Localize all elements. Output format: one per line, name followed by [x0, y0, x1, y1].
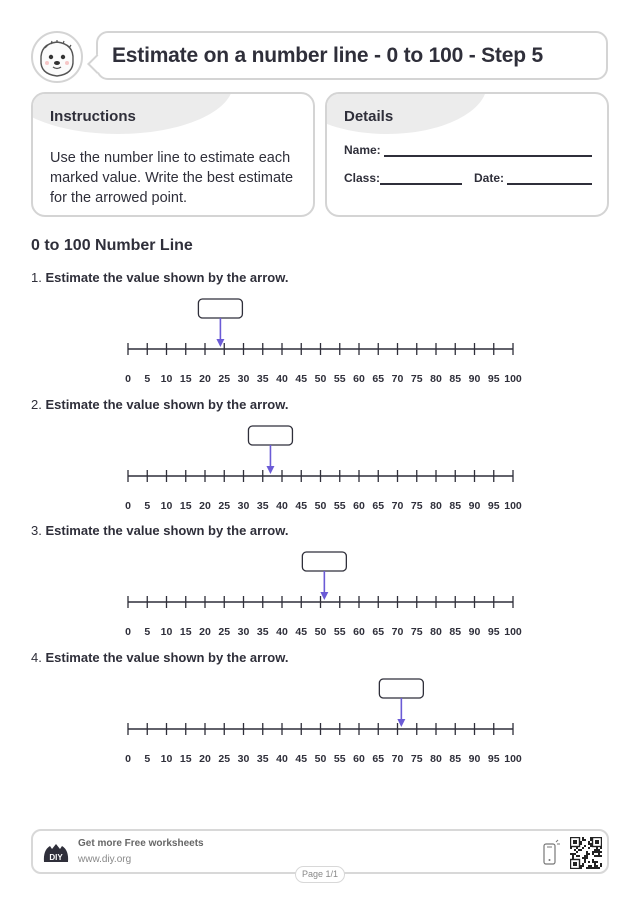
tick-label: 20 — [199, 626, 211, 638]
tick-label: 25 — [218, 500, 231, 512]
tick-label: 85 — [449, 373, 462, 385]
tick-label: 50 — [314, 500, 327, 512]
name-field[interactable] — [384, 155, 592, 157]
tick-label: 100 — [504, 373, 522, 385]
tick-label: 45 — [295, 753, 308, 765]
tick-label: 60 — [353, 373, 365, 385]
diy-logo-icon[interactable] — [42, 842, 70, 866]
date-label: Date: — [474, 171, 505, 185]
number-line — [31, 650, 611, 770]
tick-label: 80 — [430, 626, 442, 638]
question-prompt: Estimate the value shown by the arrow. — [45, 650, 289, 665]
mascot-icon — [30, 30, 84, 84]
tick-label: 5 — [144, 626, 151, 638]
tick-label: 15 — [179, 373, 192, 385]
tick-label: 60 — [353, 626, 365, 638]
tick-label: 70 — [391, 500, 404, 512]
class-label: Class: — [344, 171, 381, 185]
tick-label: 45 — [295, 500, 308, 512]
tick-label: 95 — [487, 753, 500, 765]
answer-box[interactable] — [198, 299, 242, 318]
details-panel — [325, 92, 609, 217]
tick-label: 90 — [468, 753, 481, 765]
question-1 — [31, 270, 611, 390]
class-field[interactable] — [380, 183, 462, 185]
tick-label: 50 — [314, 753, 327, 765]
svg-text:DIY: DIY — [49, 853, 63, 862]
tick-label: 0 — [125, 626, 131, 638]
tick-label: 95 — [487, 373, 500, 385]
tick-label: 90 — [468, 500, 481, 512]
tick-label: 85 — [449, 626, 462, 638]
tick-label: 95 — [487, 626, 500, 638]
tick-label: 0 — [125, 500, 131, 512]
tick-label: 30 — [237, 753, 250, 765]
tick-label: 50 — [314, 626, 327, 638]
tick-label: 10 — [160, 373, 173, 385]
tick-label: 95 — [487, 500, 500, 512]
arrow-head — [216, 339, 224, 347]
tick-label: 85 — [449, 500, 462, 512]
tick-label: 70 — [391, 626, 404, 638]
qr-code-icon — [570, 837, 602, 869]
number-line — [31, 270, 611, 390]
tick-label: 0 — [125, 373, 131, 385]
tick-label: 15 — [179, 753, 192, 765]
tick-label: 20 — [199, 753, 211, 765]
question-number: 1. — [31, 270, 42, 285]
page-indicator: Page 1/1 — [295, 866, 345, 883]
tick-label: 5 — [144, 500, 151, 512]
question-3 — [31, 523, 611, 643]
answer-box[interactable] — [379, 679, 423, 698]
tick-label: 80 — [430, 753, 442, 765]
tick-label: 80 — [430, 373, 442, 385]
tick-label: 75 — [410, 626, 423, 638]
arrow-head — [320, 592, 328, 600]
tick-label: 80 — [430, 500, 442, 512]
details-heading: Details — [344, 108, 394, 125]
phone-icon — [541, 839, 561, 867]
footer-link[interactable]: www.diy.org — [78, 854, 132, 865]
tick-label: 100 — [504, 500, 522, 512]
section-title: 0 to 100 Number Line — [31, 237, 193, 254]
tick-label: 10 — [160, 500, 173, 512]
tick-label: 35 — [256, 626, 269, 638]
question-2 — [31, 397, 611, 517]
tick-label: 15 — [179, 626, 192, 638]
tick-label: 60 — [353, 500, 365, 512]
tick-label: 0 — [125, 753, 131, 765]
tick-label: 75 — [410, 753, 423, 765]
tick-label: 70 — [391, 753, 404, 765]
tick-label: 55 — [333, 500, 346, 512]
tick-label: 35 — [256, 500, 269, 512]
title-box — [96, 31, 608, 80]
tick-label: 30 — [237, 500, 250, 512]
question-prompt: Estimate the value shown by the arrow. — [45, 397, 289, 412]
instructions-panel — [31, 92, 315, 217]
tick-label: 5 — [144, 373, 151, 385]
tick-label: 30 — [237, 626, 250, 638]
tick-label: 100 — [504, 753, 522, 765]
tick-label: 40 — [276, 753, 288, 765]
tick-label: 45 — [295, 373, 308, 385]
tick-label: 25 — [218, 753, 231, 765]
arrow-head — [266, 466, 274, 474]
tick-label: 65 — [372, 500, 385, 512]
question-number: 4. — [31, 650, 42, 665]
tick-label: 40 — [276, 373, 288, 385]
tick-label: 40 — [276, 500, 288, 512]
tick-label: 25 — [218, 373, 231, 385]
number-line — [31, 397, 611, 517]
tick-label: 55 — [333, 373, 346, 385]
tick-label: 90 — [468, 626, 481, 638]
tick-label: 45 — [295, 626, 308, 638]
tick-label: 25 — [218, 626, 231, 638]
tick-label: 65 — [372, 753, 385, 765]
question-prompt: Estimate the value shown by the arrow. — [45, 523, 289, 538]
tick-label: 35 — [256, 373, 269, 385]
tick-label: 35 — [256, 753, 269, 765]
footer-promo: Get more Free worksheets — [78, 838, 204, 849]
tick-label: 55 — [333, 753, 346, 765]
question-4 — [31, 650, 611, 770]
tick-label: 75 — [410, 373, 423, 385]
question-number: 2. — [31, 397, 42, 412]
question-prompt: Estimate the value shown by the arrow. — [45, 270, 289, 285]
tick-label: 75 — [410, 500, 423, 512]
tick-label: 100 — [504, 626, 522, 638]
tick-label: 30 — [237, 373, 250, 385]
instructions-heading: Instructions — [50, 108, 136, 125]
tick-label: 85 — [449, 753, 462, 765]
tick-label: 65 — [372, 373, 385, 385]
tick-label: 70 — [391, 373, 404, 385]
tick-label: 5 — [144, 753, 151, 765]
arrow-head — [397, 719, 405, 727]
tick-label: 50 — [314, 373, 327, 385]
tick-label: 90 — [468, 373, 481, 385]
question-number: 3. — [31, 523, 42, 538]
tick-label: 10 — [160, 626, 173, 638]
tick-label: 65 — [372, 626, 385, 638]
tick-label: 55 — [333, 626, 346, 638]
answer-box[interactable] — [302, 552, 346, 571]
number-line — [31, 523, 611, 643]
page-title: Estimate on a number line - 0 to 100 - Step 5 — [112, 43, 543, 67]
tick-label: 10 — [160, 753, 173, 765]
tick-label: 15 — [179, 500, 192, 512]
name-label: Name: — [344, 143, 381, 157]
tick-label: 40 — [276, 626, 288, 638]
date-field[interactable] — [507, 183, 592, 185]
tick-label: 20 — [199, 373, 211, 385]
tick-label: 20 — [199, 500, 211, 512]
instructions-text: Use the number line to estimate each marked value. Write the best estimate for the arrowed point. — [50, 150, 294, 206]
tick-label: 60 — [353, 753, 365, 765]
answer-box[interactable] — [248, 426, 292, 445]
